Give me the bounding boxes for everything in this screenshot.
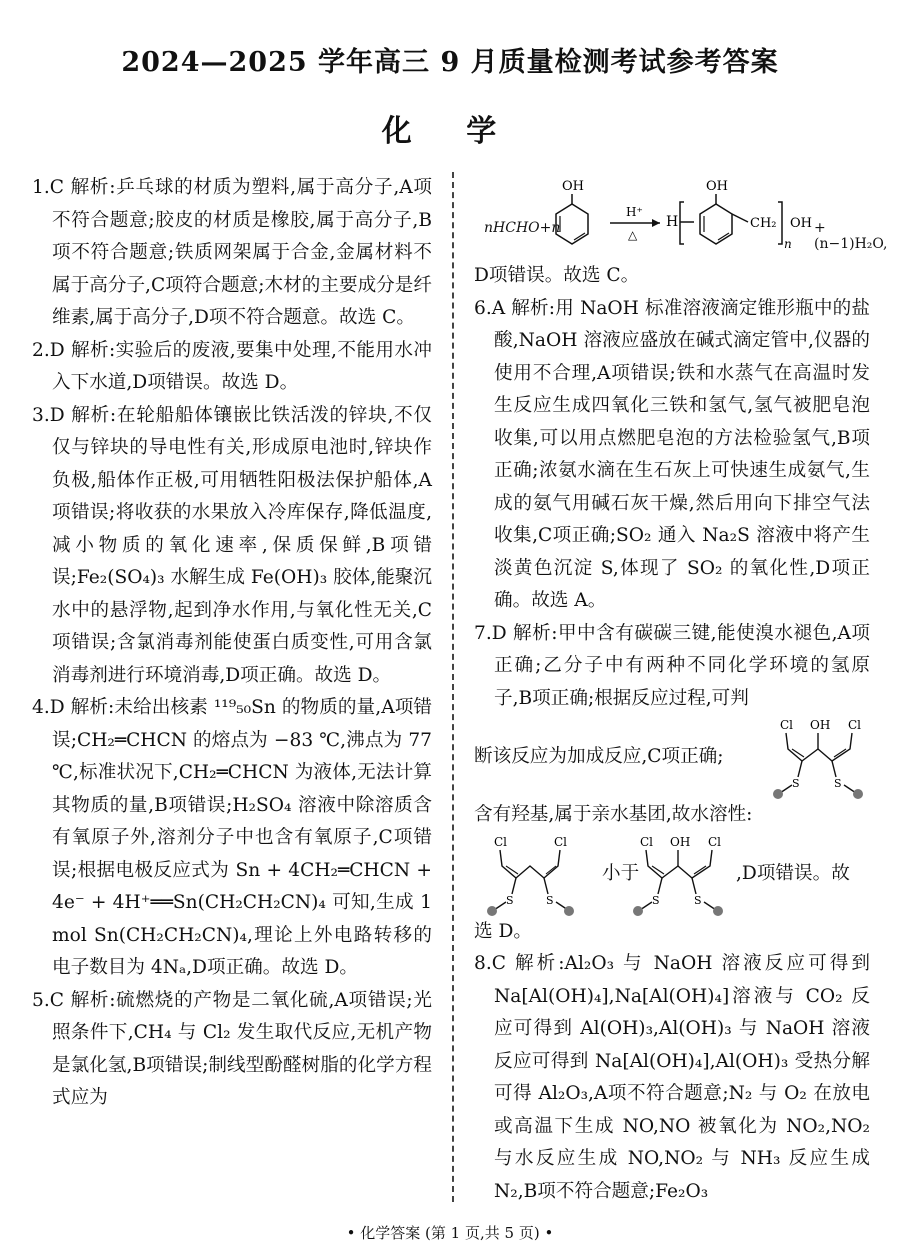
left-column bbox=[32, 172, 432, 1115]
svg-text:S: S bbox=[792, 777, 800, 790]
answer-7-part-d-end: ,D项错误。故 bbox=[736, 862, 850, 884]
answer-8: 8.C 解析:Al₂O₃ 与 NaOH 溶液反应可得到 Na[Al(OH)₄],Na[Al(OH)₄]溶液与 CO₂ 反应可得到 Al(OH)₃,Al(OH)₃ 与 NaOH 溶液反应可得到 Na[Al(OH)₄],Al(OH)₃ 受热分解可得 Al₂O₃,A项不符合题意;N₂ 与 O₂ 在放电或高温下生成 NO,NO 被氧化为 NO₂,NO₂ 与水反应生成 NO,NO₂ 与 NH₃ 反应生成 N₂,B项不符合题意;Fe₂O₃ bbox=[474, 953, 870, 1202]
subject-title: 化 学 bbox=[381, 114, 519, 149]
answer-1: 1.C 解析:乒乓球的材质为塑料,属于高分子,A项不符合题意;胶皮的材质是橡胶,属于高分子,B项不符合题意;铁质网架属于合金,金属材料不属于高分子,C项符合题意;木材的主要成分是纤维素,属于高分子,D项不符合题意。故选 C。 bbox=[32, 177, 432, 328]
answer-6: 6.A 解析:用 NaOH 标准溶液滴定锥形瓶中的盐酸,NaOH 溶液应盛放在碱式滴定管中,仪器的使用不合理,A项错误;铁和水蒸气在高温时发生反应生成四氧化三铁和氢气,氢气被肥皂泡收集,可以用点燃肥皂泡的方法检验氢气,B项正确;浓氨水滴在生石灰上可快速生成氨气,生成的氨气用碱石灰干燥,然后用向下排空气法收集,C项正确;SO₂ 通入 Na₂S 溶液中将产生淡黄色沉淀 S,体现了 SO₂ 的氧化性,D项正确。故选 A。 bbox=[474, 297, 870, 611]
answer-7-part-c: 含有羟基,属于亲水基团,故水溶性: bbox=[474, 804, 753, 825]
resin-oh-end-label: OH bbox=[790, 216, 812, 231]
svg-text:Cl: Cl bbox=[708, 834, 722, 849]
svg-text:Cl: Cl bbox=[848, 718, 862, 732]
svg-text:S: S bbox=[652, 893, 660, 907]
column-divider bbox=[452, 172, 454, 1202]
answer-5-end: D项错误。故选 C。 bbox=[474, 265, 640, 286]
answer-7-part-b: 断该反应为加成反应,C项正确; bbox=[474, 746, 724, 767]
resin-oh-label: OH bbox=[706, 179, 728, 194]
compare-structure-1 bbox=[484, 832, 574, 916]
svg-text:Cl: Cl bbox=[554, 834, 568, 849]
heat-label: △ bbox=[628, 228, 638, 242]
compare-structure-2 bbox=[630, 832, 730, 916]
equation-left-text: nHCHO+n bbox=[484, 220, 561, 236]
reaction-arrow bbox=[606, 206, 666, 246]
svg-text:S: S bbox=[834, 777, 842, 790]
page-title: 2024—2025 学年高三 9 月质量检测考试参考答案 bbox=[121, 47, 779, 78]
answer-7-row-d bbox=[474, 832, 870, 916]
answer-7-part-a: 7.D 解析:甲中含有碳碳三键,能使溴水褪色,A项正确;乙分子中有两种不同化学环境的氢原子,B项正确;根据反应过程,可判 bbox=[474, 622, 870, 709]
product-structure-1 bbox=[770, 715, 870, 799]
phenol-resin-equation bbox=[474, 174, 888, 256]
answer-7-row-b bbox=[474, 715, 870, 799]
phenol-structure bbox=[544, 174, 604, 254]
answer-2: 2.D 解析:实验后的废液,要集中处理,不能用水冲入下水道,D项错误。故选 D。 bbox=[32, 339, 432, 393]
svg-text:Cl: Cl bbox=[494, 834, 508, 849]
resin-h-label: H bbox=[666, 214, 679, 230]
answer-5: 5.C 解析:硫燃烧的产物是二氧化硫,A项错误;光照条件下,CH₄ 与 Cl₂ 发生取代反应,无机产物是氯化氢,B项错误;制线型酚醛树脂的化学方程式应为 bbox=[32, 989, 432, 1108]
answer-7-less-than: 小于 bbox=[602, 862, 640, 884]
page-footer: • 化学答案 (第 1 页,共 5 页) • bbox=[346, 1224, 554, 1242]
catalyst-label: H⁺ bbox=[626, 206, 643, 219]
svg-text:Cl: Cl bbox=[780, 718, 794, 732]
resin-n-label: n bbox=[784, 237, 792, 251]
svg-text:S: S bbox=[546, 893, 554, 907]
svg-text:OH: OH bbox=[810, 718, 831, 732]
resin-ch2-label: CH₂ bbox=[750, 216, 777, 231]
phenol-oh-label: OH bbox=[562, 179, 584, 194]
svg-text:Cl: Cl bbox=[640, 834, 654, 849]
answer-7-part-e: 选 D。 bbox=[474, 920, 533, 942]
answer-3: 3.D 解析:在轮船船体镶嵌比铁活泼的锌块,不仅仅与锌块的导电性有关,形成原电池时,锌块作负极,船体作正极,可用牺牲阳极法保护船体,A项错误;将收获的水果放入冷库保存,降低温度,减小物质的氧化速率,保质保鲜,B项错误;Fe₂(SO₄)₃ 水解生成 Fe(OH)₃ 胶体,能聚沉水中的悬浮物,起到净水作用,与氧化性无关,C项错误;含氯消毒剂能使蛋白质变性,可用含氯消毒剂进行环境消毒,D项正确。故选 D。 bbox=[32, 404, 432, 686]
svg-text:S: S bbox=[506, 893, 514, 907]
equation-right-text: +(n−1)H₂O, bbox=[814, 220, 888, 252]
right-column bbox=[474, 172, 888, 1208]
answer-4: 4.D 解析:未给出核素 ¹¹⁹₅₀Sn 的物质的量,A项错误;CH₂═CHCN 的熔点为 −83 ℃,沸点为 77 ℃,标准状况下,CH₂═CHCN 为液体,无法计算其物质的量,B项错误;H₂SO₄ 溶液中除溶质含有氧原子外,溶剂分子中也含有氧原子,C项错误;根据电极反应式为 Sn + 4CH₂═CHCN + 4e⁻ + 4H⁺══Sn(CH₂CH₂CN)₄ 可知,生成 1 mol Sn(CH₂CH₂CN)₄,理论上外电路转移的电子数目为 4Nₐ,D项正确。故选 D。 bbox=[32, 697, 432, 978]
svg-text:S: S bbox=[694, 893, 702, 907]
svg-text:OH: OH bbox=[670, 834, 691, 849]
resin-structure bbox=[666, 174, 826, 254]
